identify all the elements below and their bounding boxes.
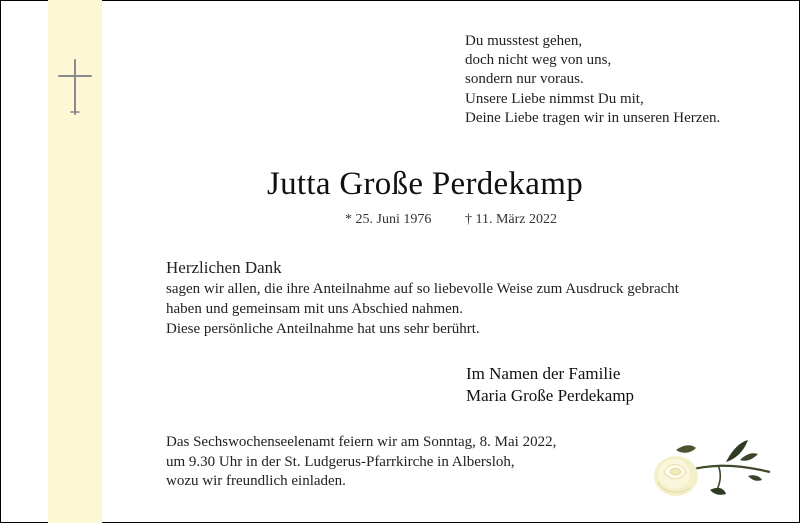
birth-date: * 25. Juni 1976 <box>345 212 432 227</box>
family-line-2: Maria Große Perdekamp <box>466 386 635 405</box>
poem-line: sondern nur voraus. <box>465 71 584 88</box>
family-line-1: Im Namen der Familie <box>466 364 621 383</box>
poem-line: Deine Liebe tragen wir in unseren Herzen. <box>465 109 721 126</box>
poem-line: Unsere Liebe nimmst Du mit, <box>465 90 644 107</box>
thanks-line: Diese persönliche Anteilnahme hat uns sehr berührt. <box>166 321 480 337</box>
thanks-line: haben und gemeinsam mit uns Abschied nahmen. <box>166 301 464 317</box>
invitation-line: wozu wir freundlich einladen. <box>166 473 346 489</box>
poem-line: Du musstest gehen, <box>465 33 583 49</box>
cross-icon <box>57 58 93 116</box>
poem <box>465 32 720 128</box>
invitation <box>166 433 556 492</box>
invitation-line: Das Sechswochenseelenamt feiern wir am Sonntag, 8. Mai 2022, <box>166 434 557 450</box>
thanks-heading: Herzlichen Dank <box>166 258 282 277</box>
family-signature <box>466 363 634 407</box>
death-date: † 11. März 2022 <box>465 212 558 227</box>
rose-icon <box>648 432 776 504</box>
thanks-section <box>166 258 679 339</box>
thanks-line: sagen wir allen, die ihre Anteilnahme auf so liebevolle Weise zum Ausdruck gebracht <box>166 281 679 297</box>
deceased-name: Jutta Große Perdekamp <box>266 166 584 202</box>
invitation-line: um 9.30 Uhr in der St. Ludgerus-Pfarrkirche in Albersloh, <box>166 453 515 470</box>
poem-line: doch nicht weg von uns, <box>465 52 612 69</box>
